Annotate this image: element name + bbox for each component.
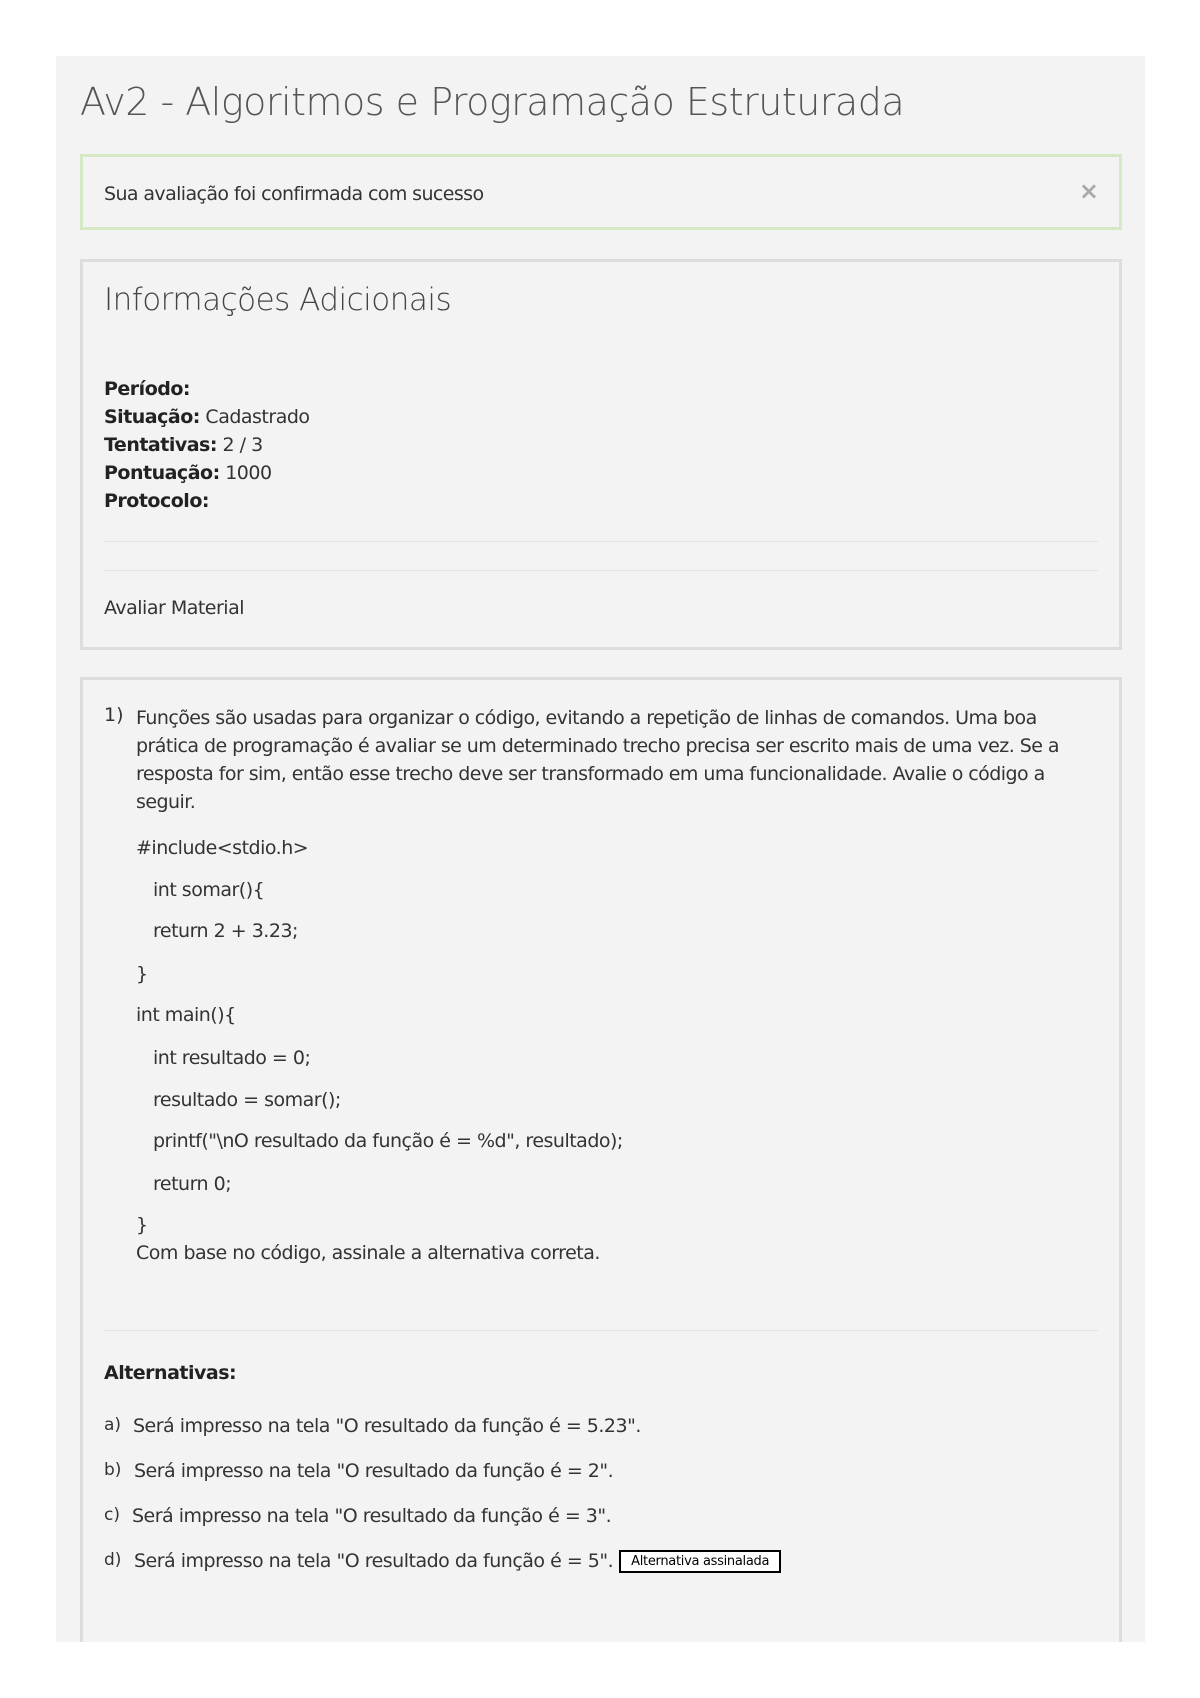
avaliar-material-link[interactable]: Avaliar Material [104, 597, 245, 619]
alternative-d-text: Será impresso na tela "O resultado da função é = 5". [134, 1550, 614, 1572]
question-text: Funções são usadas para organizar o código, evitando a repetição de linhas de comandos. Uma boa prática de programação é avaliar se um determinado trecho precisa ser escrito mais de uma vez. Se a resposta for sim, então esse trecho deve ser transformado em uma funcionalidade. Avalie o código a seguir. [136, 707, 1059, 813]
pontuacao-value: 1000 [225, 462, 272, 484]
info-situacao [104, 403, 310, 431]
alternative-letter: d) [104, 1550, 122, 1570]
selected-badge: Alternativa assinalada [619, 1550, 781, 1573]
situacao-value: Cadastrado [205, 406, 310, 428]
divider [104, 570, 1098, 571]
info-tentativas [104, 431, 310, 459]
question-number: 1) [104, 704, 124, 726]
info-periodo [104, 375, 310, 403]
page-container [56, 56, 1145, 1642]
info-pontuacao [104, 459, 310, 487]
page-title: Av2 - Algoritmos e Programação Estruturada [80, 80, 905, 124]
alternative-c: Será impresso na tela "O resultado da função é = 3". [132, 1505, 612, 1527]
alternative-a: Será impresso na tela "O resultado da função é = 5.23". [133, 1415, 641, 1437]
code-line: } [136, 963, 148, 985]
close-icon[interactable]: × [1078, 177, 1099, 205]
code-line: int resultado = 0; [153, 1047, 311, 1069]
divider [104, 1330, 1098, 1331]
code-line: resultado = somar(); [153, 1089, 341, 1111]
question-prompt: Com base no código, assinale a alternativa correta. [136, 1242, 600, 1264]
code-line: return 0; [153, 1173, 232, 1195]
protocolo-label: Protocolo: [104, 490, 209, 512]
info-panel [80, 259, 1122, 650]
code-line: int somar(){ [153, 879, 265, 901]
situacao-label: Situação: [104, 406, 200, 428]
success-alert [80, 154, 1122, 230]
alternative-d [134, 1550, 781, 1573]
alternative-letter: b) [104, 1460, 122, 1480]
question-panel [80, 677, 1122, 1642]
code-line: return 2 + 3.23; [153, 920, 298, 942]
code-line: } [136, 1214, 148, 1236]
code-line: printf("\nO resultado da função é = %d", resultado); [153, 1130, 623, 1152]
code-line: int main(){ [136, 1004, 236, 1026]
periodo-label: Período: [104, 378, 190, 400]
tentativas-value: 2 / 3 [222, 434, 263, 456]
alternative-b: Será impresso na tela "O resultado da função é = 2". [134, 1460, 614, 1482]
info-heading: Informações Adicionais [104, 282, 452, 318]
info-protocolo [104, 487, 310, 515]
code-line: #include<stdio.h> [136, 837, 309, 859]
alternative-letter: c) [104, 1505, 120, 1525]
alternative-letter: a) [104, 1415, 122, 1435]
alternatives-title: Alternativas: [104, 1362, 237, 1384]
tentativas-label: Tentativas: [104, 434, 217, 456]
pontuacao-label: Pontuação: [104, 462, 220, 484]
alert-message: Sua avaliação foi confirmada com sucesso [104, 183, 484, 205]
divider [104, 541, 1098, 542]
info-list [104, 375, 310, 515]
